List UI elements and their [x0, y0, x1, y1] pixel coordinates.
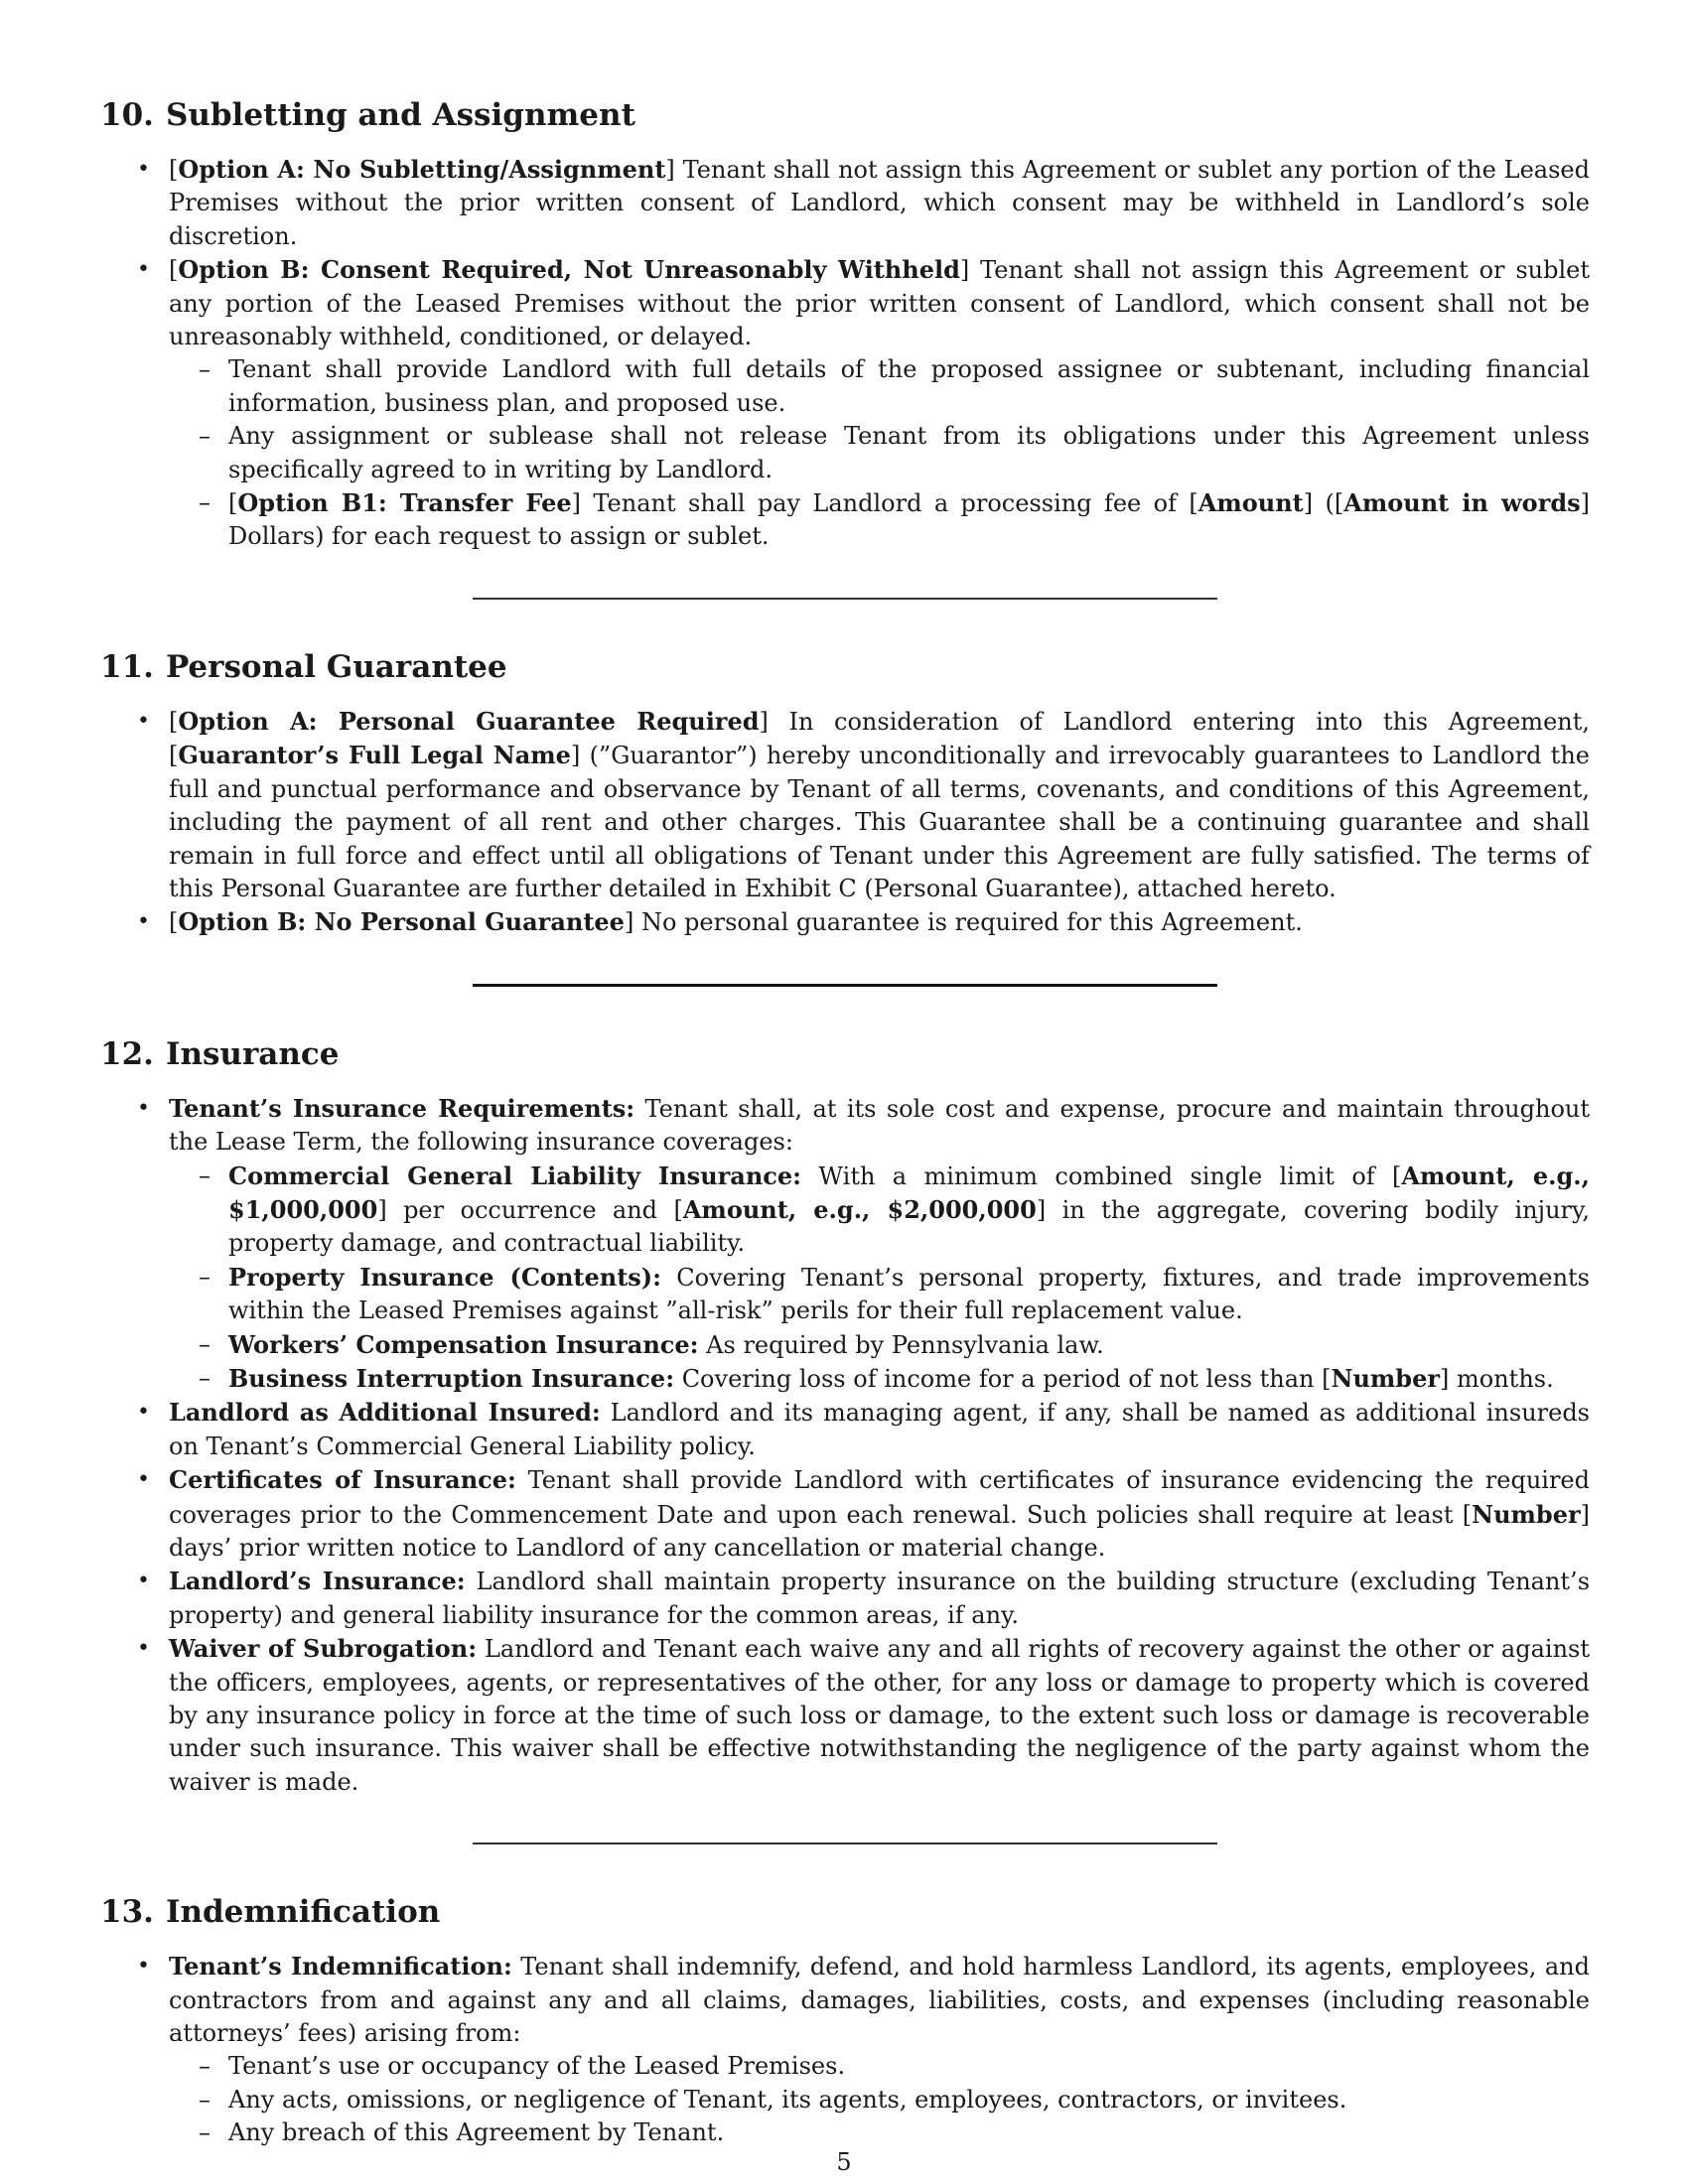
option-text: (”Guarantor”) hereby unconditionally and irrevocably guarantees to Landlord the full and punctual performance and observance by Tenant of all terms, covenants, and conditions of this Agreement, including the payment of all rent and other charges. This Guarantee shall be a continuing guarantee and shall remain in full force and effect until all obligations of Tenant under this Agreement are fully satisfied. The terms of this Personal Guarantee are further detailed in Exhibit C (Personal Guarantee), attached hereto.	[169, 742, 1590, 902]
list-item: • [Option B: Consent Required, Not Unreasonably Withheld] Tenant shall not assign this Agreement or sublet any portion of the Leased Premises without the prior written consent of Landlord, which consent shall not be unreasonably withheld, conditioned, or delayed. – Tenant shall provide Landlord with full details of the proposed assignee or subtenant, including financial information, business plan, and proposed use. – Any assignment or sublease shall not release Tenant from its obligations under this Agreement unless specifically agreed to in writing by Landlord. – [Option B1: Transfer Fee] Tenant shall pay Landlord a processing fee of [Amount] ([Amount in words] Dollars) for each request to assign or sublet.	[100, 253, 1590, 554]
option-label: Option A: Personal Guarantee Required	[178, 706, 760, 736]
item-label: Commercial General Liability Insurance:	[228, 1160, 802, 1190]
option-text: Tenant shall not assign this Agreement or sublet any portion of the Leased Premises without the prior written consent of Landlord, which consent shall not be unreasonably withheld, conditioned, or delayed.	[169, 256, 1591, 351]
option-text: No personal guarantee is required for this Agreement.	[633, 908, 1303, 937]
item-text: Covering Tenant’s personal property, fixtures, and trade improvements within the Leased Premises against ”all-risk” perils for their full replacement value.	[228, 1263, 1590, 1325]
item-text: As required by Pennsylvania law.	[698, 1330, 1104, 1359]
sub-item-text: Any breach of this Agreement by Tenant.	[228, 2118, 725, 2147]
section-13	[100, 1888, 1590, 2149]
sub-list-item	[169, 353, 1590, 420]
sub-item-text: (	[1313, 489, 1335, 518]
list-item	[100, 1565, 1590, 1632]
list-item: • [Option B: No Personal Guarantee] No personal guarantee is required for this Agreement.	[100, 905, 1590, 939]
sub-list-item	[169, 1261, 1590, 1328]
section-number: 11.	[100, 648, 154, 685]
option-label: Option B1: Transfer Fee	[237, 488, 572, 518]
item-text: days’ prior written notice to Landlord of any cancellation or material change.	[169, 1534, 1106, 1562]
sub-list-item	[169, 420, 1590, 486]
sub-list	[169, 2050, 1590, 2149]
section-12-list	[100, 1092, 1590, 1800]
page-number: 5	[836, 2148, 852, 2176]
section-divider	[473, 984, 1217, 987]
sub-list-item: – Commercial General Liability Insurance: With a minimum combined single limit of [Amount, e.g., $1,000,000] per occurrence and [Amount, e.g., $2,000,000] in the aggregate, covering bodily injury, property damage, and contractual liability.	[169, 1160, 1590, 1261]
section-heading	[100, 1888, 1590, 1936]
item-text: Covering loss of income for a period of not less than	[674, 1364, 1323, 1393]
section-title: Indemnification	[165, 1894, 441, 1931]
item-label: Business Interruption Insurance:	[228, 1363, 675, 1393]
sub-item-text: Any acts, omissions, or negligence of Tenant, its agents, employees, contractors, or invitees.	[228, 2085, 1347, 2114]
section-number: 13.	[100, 1894, 154, 1931]
section-title: Personal Guarantee	[165, 648, 507, 685]
section-title: Insurance	[165, 1035, 340, 1072]
item-text: months.	[1449, 1364, 1554, 1393]
option-label: Option A: No Subletting/Assignment	[178, 155, 666, 184]
section-12	[100, 1030, 1590, 1800]
item-label: Landlord as Additional Insured:	[169, 1398, 601, 1428]
sub-item-text: Any assignment or sublease shall not release Tenant from its obligations under this Agreement unless specifically agreed to in writing by Landlord.	[228, 422, 1590, 483]
section-13-list	[100, 1950, 1590, 2149]
item-text: Tenant shall, at its sole cost and expense, procure and maintain throughout the Lease Term, the following insurance coverages:	[169, 1094, 1591, 1157]
placeholder-field: Amount	[1197, 488, 1304, 518]
option-text: Tenant shall not assign this Agreement or sublet any portion of the Leased Premises without the prior written consent of Landlord, which consent may be withheld in Landlord’s sole discretion.	[169, 156, 1590, 250]
placeholder-field: Amount, e.g., $2,000,000	[682, 1194, 1037, 1224]
section-11-list	[100, 705, 1590, 940]
placeholder-field: Number	[1331, 1363, 1440, 1393]
placeholder-field: Amount, e.g., $1,000,000	[228, 1160, 1590, 1224]
option-label: Option B: No Personal Guarantee	[178, 907, 625, 937]
placeholder-field: Number	[1472, 1499, 1581, 1529]
list-item: • [Option A: No Subletting/Assignment] Tenant shall not assign this Agreement or sublet any portion of the Leased Premises without the prior written consent of Landlord, which consent may be withheld in Landlord’s sole discretion.	[100, 153, 1590, 253]
item-text: Tenant shall indemnify, defend, and hold harmless Landlord, its agents, employees, and contractors from and against any and all claims, damages, liabilities, costs, and expenses (including reasonable attorneys’ fees) arising from:	[169, 1953, 1591, 2048]
item-label: Tenant’s Insurance Requirements:	[169, 1093, 635, 1123]
placeholder-field: Amount in words	[1343, 488, 1581, 518]
section-number: 10.	[100, 97, 154, 133]
list-item	[100, 1092, 1590, 1397]
item-text: Landlord and its managing agent, if any, shall be named as additional insureds on Tenant’s Commercial General Liability policy.	[169, 1399, 1591, 1460]
list-item: • [Option A: Personal Guarantee Required] In consideration of Landlord entering into this Agreement, [Guarantor’s Full Legal Name] (”Guarantor”) hereby unconditionally and irrevocably guarantees to Landlord the full and punctual performance and observance by Tenant of all terms, covenants, and conditions of this Agreement, including the payment of all rent and other charges. This Guarantee shall be a continuing guarantee and shall remain in full force and effect until all obligations of Tenant under this Agreement are fully satisfied. The terms of this Personal Guarantee are further detailed in Exhibit C (Personal Guarantee), attached hereto.	[100, 705, 1590, 905]
sub-list-item: – [Option B1: Transfer Fee] Tenant shall pay Landlord a processing fee of [Amount] ([Amount in words] Dollars) for each request to assign or sublet.	[169, 486, 1590, 554]
item-text: With a minimum combined single limit of	[801, 1161, 1393, 1190]
sub-list-item	[169, 2050, 1590, 2083]
item-text: in the aggregate, covering bodily injury, property damage, and contractual liability.	[228, 1195, 1591, 1258]
section-10	[100, 91, 1590, 554]
sub-item-text: Tenant’s use or occupancy of the Leased Premises.	[228, 2052, 846, 2081]
section-divider	[473, 1843, 1217, 1844]
section-heading	[100, 91, 1590, 139]
sub-item-text: Tenant shall pay Landlord a processing fee of	[581, 489, 1190, 518]
list-item	[100, 1632, 1590, 1799]
page-content	[100, 91, 1590, 2150]
section-heading	[100, 643, 1590, 691]
list-item: • Certificates of Insurance: Tenant shall provide Landlord with certificates of insurance evidencing the required coverages prior to the Commencement Date and upon each renewal. Such policies shall require at least [Number] days’ prior written notice to Landlord of any cancellation or material change.	[100, 1463, 1590, 1565]
placeholder-field: Guarantor’s Full Legal Name	[178, 741, 571, 770]
list-item	[100, 1950, 1590, 2149]
item-label: Landlord’s Insurance:	[169, 1567, 466, 1596]
section-number: 12.	[100, 1035, 154, 1072]
section-heading	[100, 1030, 1590, 1078]
option-label: Option B: Consent Required, Not Unreasonably Withheld	[178, 255, 960, 285]
item-label: Waiver of Subrogation:	[169, 1634, 478, 1664]
section-10-list	[100, 153, 1590, 554]
sub-item-text: Tenant shall provide Landlord with full details of the proposed assignee or subtenant, including financial information, business plan, and proposed use.	[228, 355, 1590, 417]
list-item	[100, 1396, 1590, 1463]
item-label: Property Insurance (Contents):	[228, 1262, 662, 1292]
section-title: Subletting and Assignment	[165, 97, 635, 133]
sub-list-item	[169, 2084, 1590, 2116]
section-divider	[473, 598, 1217, 600]
item-text: per occurrence and	[386, 1195, 674, 1224]
item-label: Tenant’s Indemnification:	[169, 1952, 512, 1981]
sub-list-item	[169, 1328, 1590, 1362]
item-label: Workers’ Compensation Insurance:	[228, 1329, 699, 1359]
item-text: Landlord and Tenant each waive any and all rights of recovery against the other or against the officers, employees, agents, or representatives of the other, for any loss or damage to property which is covered by any insurance policy in force at the time of such loss or damage, to the extent such loss or damage is recoverable under such insurance. This waiver shall be effective notwithstanding the negligence of the party against whom the waiver is made.	[169, 1635, 1590, 1796]
sub-list-item	[169, 2116, 1590, 2149]
section-11	[100, 643, 1590, 940]
item-text: Tenant shall provide Landlord with certificates of insurance evidencing the required coverages prior to the Commencement Date and upon each renewal. Such policies shall require at least	[169, 1466, 1591, 1529]
item-label: Certificates of Insurance:	[169, 1465, 516, 1495]
sub-list-item: – Business Interruption Insurance: Covering loss of income for a period of not less than [Number] months.	[169, 1362, 1590, 1396]
option-text: In consideration of Landlord entering into this Agreement,	[768, 707, 1590, 736]
sub-list	[169, 1160, 1590, 1397]
item-text: Landlord shall maintain property insurance on the building structure (excluding Tenant’s property) and general liability insurance for the common areas, if any.	[169, 1568, 1591, 1629]
sub-item-text: Dollars) for each request to assign or sublet.	[228, 522, 770, 551]
sub-list	[169, 353, 1590, 553]
